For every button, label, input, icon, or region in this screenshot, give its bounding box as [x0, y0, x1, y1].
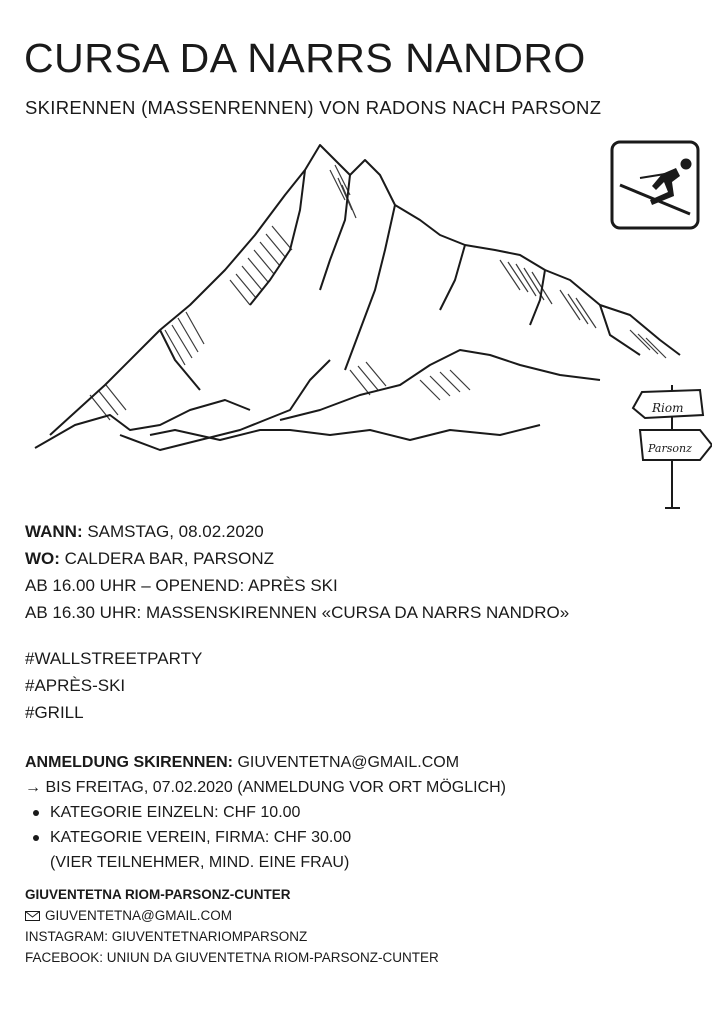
- envelope-icon: [25, 911, 40, 921]
- category-club: KATEGORIE VEREIN, FIRMA: CHF 30.00: [25, 825, 506, 850]
- when-value: SAMSTAG, 08.02.2020: [82, 522, 264, 541]
- skier-sign-icon: [612, 142, 698, 228]
- illustration: [0, 130, 712, 520]
- registration: [25, 750, 506, 875]
- mountain-sketch-icon: [35, 145, 680, 450]
- category-club-note: (VIER TEILNEHMER, MIND. EINE FRAU): [50, 854, 350, 871]
- when-label: WANN:: [25, 522, 83, 541]
- footer-email[interactable]: GIUVENTETNA@GMAIL.COM: [45, 908, 232, 923]
- footer-instagram[interactable]: INSTAGRAM: GIUVENTETNARIOMPARSONZ: [25, 929, 308, 944]
- registration-email[interactable]: GIUVENTETNA@GMAIL.COM: [233, 754, 460, 771]
- footer-org: GIUVENTETNA RIOM-PARSONZ-CUNTER: [25, 887, 291, 902]
- page-subtitle: SKIRENNEN (MASSENRENNEN) VON RADONS NACH PARSONZ: [25, 97, 602, 118]
- category-single: KATEGORIE EINZELN: CHF 10.00: [25, 800, 506, 825]
- when-line: [25, 518, 569, 545]
- where-line: [25, 545, 569, 572]
- registration-label: ANMELDUNG SKIRENNEN:: [25, 754, 233, 771]
- registration-deadline: → BIS FREITAG, 07.02.2020 (ANMELDUNG VOR ORT MÖGLICH): [25, 779, 507, 796]
- hashtag: #WALLSTREETPARTY: [25, 649, 203, 668]
- hashtag: #GRILL: [25, 703, 84, 722]
- sign-riom-label: Riom: [652, 401, 684, 415]
- apres-ski-line: AB 16.00 UHR – OPENEND: APRÈS SKI: [25, 576, 338, 595]
- where-value: CALDERA BAR, PARSONZ: [59, 549, 275, 568]
- hashtag-list: [25, 645, 202, 726]
- signpost-icon: [633, 385, 712, 508]
- footer: [25, 884, 439, 968]
- hashtag: #APRÈS-SKI: [25, 676, 126, 695]
- footer-email-line: [25, 905, 439, 926]
- registration-line: [25, 750, 506, 775]
- sign-parsonz-label: Parsonz: [648, 442, 692, 455]
- page-title: CURSA DA NARRS NANDRO: [24, 35, 586, 81]
- race-line: AB 16.30 UHR: MASSENSKIRENNEN «CURSA DA NARRS NANDRO»: [25, 603, 570, 622]
- where-label: WO:: [25, 549, 60, 568]
- mountain-shading: [90, 165, 666, 420]
- event-info: [25, 518, 569, 626]
- footer-facebook[interactable]: FACEBOOK: UNIUN DA GIUVENTETNA RIOM-PARSONZ-CUNTER: [25, 950, 439, 965]
